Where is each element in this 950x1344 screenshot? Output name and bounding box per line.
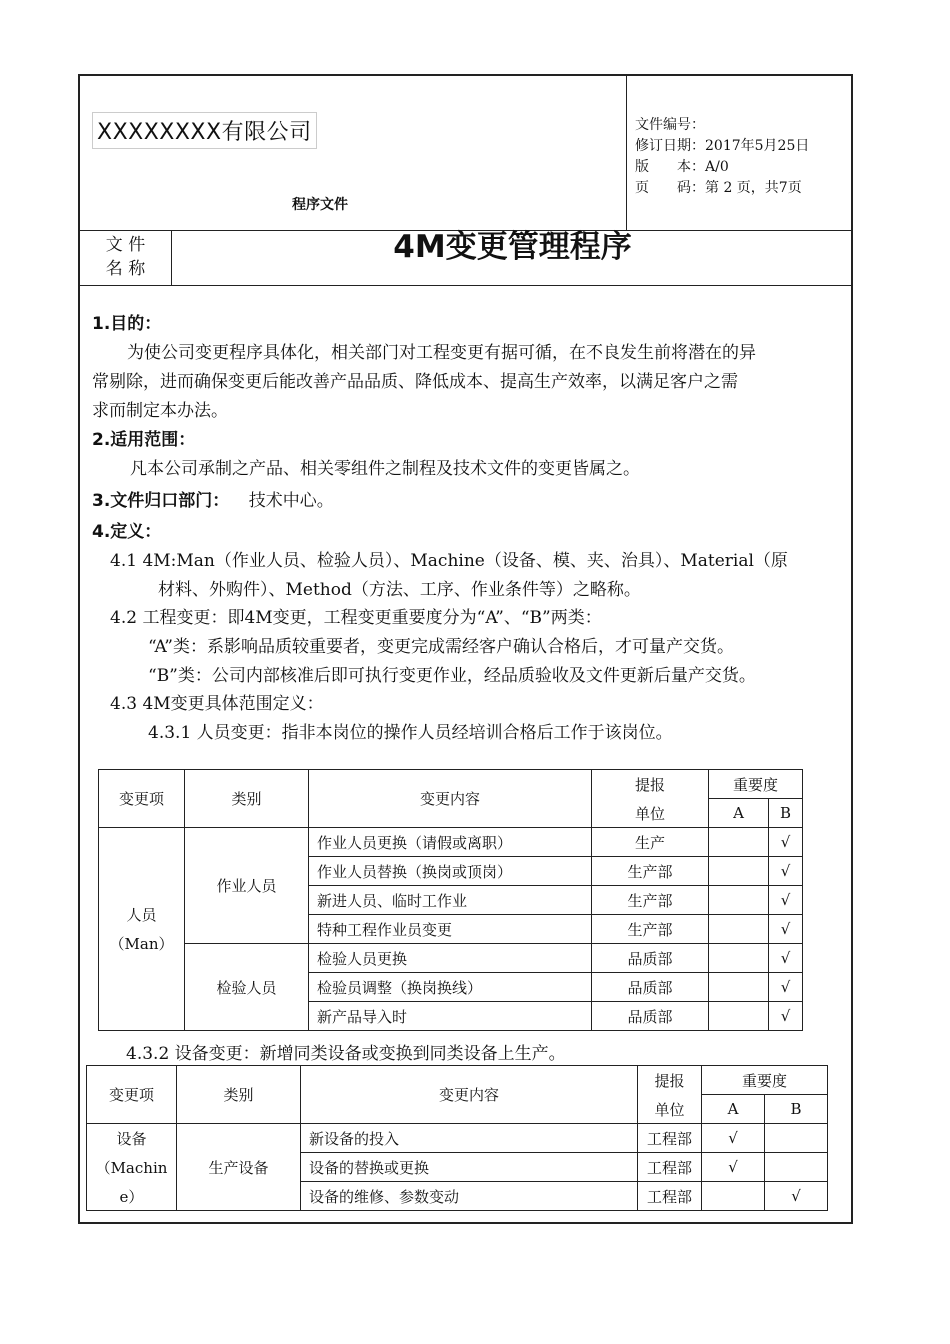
row-unit: 工程部 xyxy=(638,1124,702,1153)
company-name: XXXXXXXX有限公司 xyxy=(92,112,317,149)
doc-name-label-line2: 名 称 xyxy=(105,259,146,279)
row-content: 新产品导入时 xyxy=(309,1002,592,1031)
def-4-1-line1: 4.1 4M:Man（作业人员、检验人员）、Machine（设备、模、夹、治具）、Material（原 xyxy=(110,551,788,571)
row-content: 设备的维修、参数变动 xyxy=(301,1182,638,1211)
header-unit xyxy=(638,1066,702,1124)
row-content: 新进人员、临时工作业 xyxy=(309,886,592,915)
section-1-title: 1.目的： xyxy=(92,314,162,334)
machine-item-line3: e） xyxy=(119,1187,144,1206)
header-category: 类别 xyxy=(185,770,309,828)
row-b: √ xyxy=(769,944,803,973)
row-a xyxy=(709,828,769,857)
row-content: 作业人员更换（请假或离职） xyxy=(309,828,592,857)
doc-name-label-line1: 文 件 xyxy=(105,235,146,255)
header-a: A xyxy=(702,1095,765,1124)
machine-item-line1: 设备 xyxy=(116,1129,147,1148)
header-meta xyxy=(626,76,853,230)
header-content: 变更内容 xyxy=(301,1066,638,1124)
row-a xyxy=(709,973,769,1002)
def-4-3: 4.3 4M变更具体范围定义： xyxy=(110,694,324,714)
section-1-line1: 为使公司变更程序具体化，相关部门对工程变更有据可循，在不良发生前将潜在的异 xyxy=(110,343,756,363)
section-3 xyxy=(92,486,334,511)
header-content: 变更内容 xyxy=(309,770,592,828)
row-b xyxy=(765,1124,828,1153)
man-item-line1: 人员 xyxy=(126,906,157,924)
header-unit-line1: 提报 xyxy=(654,1071,685,1090)
table-row xyxy=(87,1124,828,1153)
row-a xyxy=(709,857,769,886)
header-importance: 重要度 xyxy=(702,1066,828,1095)
man-cat-inspector: 检验人员 xyxy=(185,944,309,1031)
machine-change-table xyxy=(86,1065,828,1211)
meta-doc-number: 文件编号： xyxy=(635,117,705,133)
def-4-2-a: “A”类：系影响品质较重要者，变更完成需经客户确认合格后，才可量产交货。 xyxy=(148,637,734,657)
section-3-value: 技术中心。 xyxy=(248,491,334,511)
machine-item-line2: （Machin xyxy=(95,1158,168,1177)
table-row xyxy=(99,828,803,857)
row-content: 特种工程作业员变更 xyxy=(309,915,592,944)
row-unit: 工程部 xyxy=(638,1153,702,1182)
row-a xyxy=(702,1182,765,1211)
header-b: B xyxy=(765,1095,828,1124)
row-unit: 品质部 xyxy=(592,944,709,973)
table-header-row xyxy=(87,1066,828,1095)
def-4-3-2: 4.3.2 设备变更：新增同类设备或变换到同类设备上生产。 xyxy=(126,1044,566,1064)
row-content: 新设备的投入 xyxy=(301,1124,638,1153)
row-unit: 生产部 xyxy=(592,915,709,944)
section-1-line2: 常剔除，进而确保变更后能改善产品品质、降低成本、提高生产效率，以满足客户之需 xyxy=(92,372,738,392)
def-4-1-line2: 材料、外购件）、Method（方法、工序、作业条件等）之略称。 xyxy=(158,580,641,600)
row-b: √ xyxy=(769,886,803,915)
meta-version: 版 本：A/0 xyxy=(635,159,729,175)
row-b: √ xyxy=(769,828,803,857)
section-2-title: 2.适用范围： xyxy=(92,430,196,450)
row-content: 设备的替换或更换 xyxy=(301,1153,638,1182)
def-4-2-b: “B”类：公司内部核准后即可执行变更作业，经品质验收及文件更新后量产交货。 xyxy=(148,666,756,686)
row-a xyxy=(709,1002,769,1031)
doc-title: 4M变更管理程序 xyxy=(393,229,632,265)
row-unit: 生产部 xyxy=(592,886,709,915)
meta-revision-date: 修订日期：2017年5月25日 xyxy=(635,138,810,154)
row-unit: 品质部 xyxy=(592,973,709,1002)
header-item: 变更项 xyxy=(99,770,185,828)
row-content: 检验人员更换 xyxy=(309,944,592,973)
header-unit-line2: 单位 xyxy=(634,804,665,823)
row-b: √ xyxy=(769,973,803,1002)
header-item: 变更项 xyxy=(87,1066,177,1124)
section-3-title: 3.文件归口部门： xyxy=(92,491,230,511)
row-a: √ xyxy=(702,1153,765,1182)
meta-page: 页 码：第 2 页，共7页 xyxy=(635,180,802,196)
header-unit-line1: 提报 xyxy=(634,775,665,794)
row-unit: 品质部 xyxy=(592,1002,709,1031)
machine-item xyxy=(87,1124,177,1211)
doc-type: 程序文件 xyxy=(292,197,348,213)
row-a xyxy=(709,886,769,915)
section-1-line3: 求而制定本办法。 xyxy=(92,401,228,421)
man-change-table xyxy=(98,769,803,1031)
header-unit-line2: 单位 xyxy=(654,1100,685,1119)
header-a: A xyxy=(709,799,769,828)
man-item xyxy=(99,828,185,1031)
row-a xyxy=(709,915,769,944)
row-a: √ xyxy=(702,1124,765,1153)
row-b: √ xyxy=(769,857,803,886)
document-frame xyxy=(78,74,853,1224)
doc-name-row xyxy=(80,230,853,286)
header-left xyxy=(80,76,626,230)
header-category: 类别 xyxy=(177,1066,301,1124)
table-header-row xyxy=(99,770,803,799)
man-cat-worker: 作业人员 xyxy=(185,828,309,944)
def-4-2: 4.2 工程变更：即4M变更，工程变更重要度分为“A”、“B”两类： xyxy=(110,608,602,628)
row-b: √ xyxy=(769,915,803,944)
machine-cat: 生产设备 xyxy=(177,1124,301,1211)
man-item-line2: （Man） xyxy=(109,935,174,953)
doc-name-label xyxy=(80,230,172,285)
row-content: 检验员调整（换岗换线） xyxy=(309,973,592,1002)
row-unit: 生产部 xyxy=(592,857,709,886)
row-unit: 生产 xyxy=(592,828,709,857)
table-row xyxy=(99,944,803,973)
row-unit: 工程部 xyxy=(638,1182,702,1211)
row-a xyxy=(709,944,769,973)
section-2-line1: 凡本公司承制之产品、相关零组件之制程及技术文件的变更皆属之。 xyxy=(130,459,640,479)
section-4-title: 4.定义： xyxy=(92,522,162,542)
row-b: √ xyxy=(769,1002,803,1031)
row-content: 作业人员替换（换岗或顶岗） xyxy=(309,857,592,886)
header-importance: 重要度 xyxy=(709,770,803,799)
header-b: B xyxy=(769,799,803,828)
def-4-3-1: 4.3.1 人员变更：指非本岗位的操作人员经培训合格后工作于该岗位。 xyxy=(148,723,673,743)
row-b xyxy=(765,1153,828,1182)
row-b: √ xyxy=(765,1182,828,1211)
header-unit xyxy=(592,770,709,828)
